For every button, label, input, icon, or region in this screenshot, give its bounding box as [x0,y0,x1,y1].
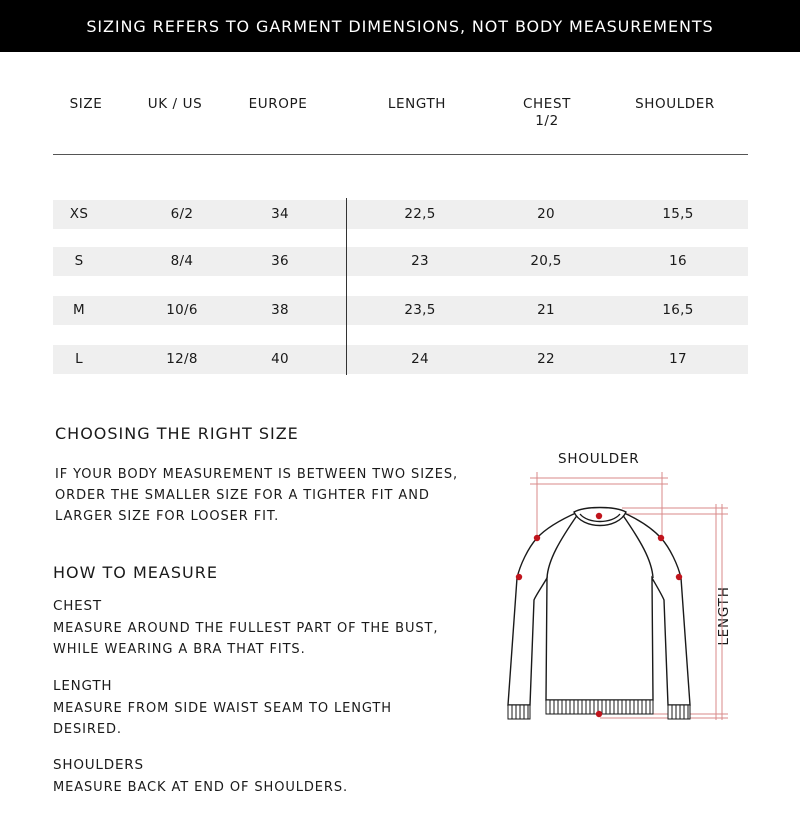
shoulders-heading: SHOULDERS [53,757,144,773]
header-length: LENGTH [387,96,447,112]
chest-heading: CHEST [53,598,102,614]
cell-europe: 40 [271,351,289,367]
cell-chest: 21 [537,302,555,318]
chest-line-2: WHILE WEARING A BRA THAT FITS. [53,642,306,657]
cell-europe: 34 [271,206,289,222]
cell-uk-us: 10/6 [166,302,198,318]
cell-chest: 20 [537,206,555,222]
cell-size: M [73,302,85,318]
cell-uk-us: 12/8 [166,351,198,367]
cell-size: S [74,253,84,269]
choosing-line-1: IF YOUR BODY MEASUREMENT IS BETWEEN TWO SIZES, [55,467,459,482]
cell-shoulder: 15,5 [662,206,694,222]
header-size: SIZE [69,96,103,112]
choosing-line-2: ORDER THE SMALLER SIZE FOR A TIGHTER FIT AND [55,488,430,503]
header-chest-half: CHEST 1/2 [523,96,571,129]
shoulders-line-1: MEASURE BACK AT END OF SHOULDERS. [53,780,349,795]
table-row [53,296,748,325]
diagram-length-label: LENGTH [716,586,732,646]
header-europe: EUROPE [248,96,308,112]
column-divider [346,198,347,375]
cell-length: 23 [411,253,429,269]
header-uk-us: UK / US [147,96,203,112]
cell-shoulder: 16 [669,253,687,269]
cell-length: 23,5 [404,302,436,318]
table-row [53,345,748,374]
choosing-size-heading: CHOOSING THE RIGHT SIZE [55,424,299,443]
how-to-measure-heading: HOW TO MEASURE [53,563,218,582]
table-row [53,247,748,276]
chest-line-1: MEASURE AROUND THE FULLEST PART OF THE BUST, [53,621,439,636]
sweater-measurement-diagram [498,448,758,728]
cell-length: 24 [411,351,429,367]
length-heading: LENGTH [53,678,113,694]
cell-shoulder: 17 [669,351,687,367]
cell-chest: 20,5 [530,253,562,269]
cell-shoulder: 16,5 [662,302,694,318]
cell-europe: 38 [271,302,289,318]
cell-length: 22,5 [404,206,436,222]
diagram-shoulder-label: SHOULDER [558,451,640,467]
cell-europe: 36 [271,253,289,269]
header-shoulder: SHOULDER [635,96,715,112]
cell-uk-us: 6/2 [170,206,194,222]
sizing-banner: SIZING REFERS TO GARMENT DIMENSIONS, NOT BODY MEASUREMENTS [0,0,800,52]
cell-uk-us: 8/4 [170,253,194,269]
length-line-2: DESIRED. [53,722,122,737]
cell-size: XS [69,206,89,222]
cell-chest: 22 [537,351,555,367]
choosing-line-3: LARGER SIZE FOR LOOSER FIT. [55,509,280,524]
table-row [53,200,748,229]
cell-size: L [75,351,83,367]
header-divider [53,154,748,155]
length-line-1: MEASURE FROM SIDE WAIST SEAM TO LENGTH [53,701,392,716]
